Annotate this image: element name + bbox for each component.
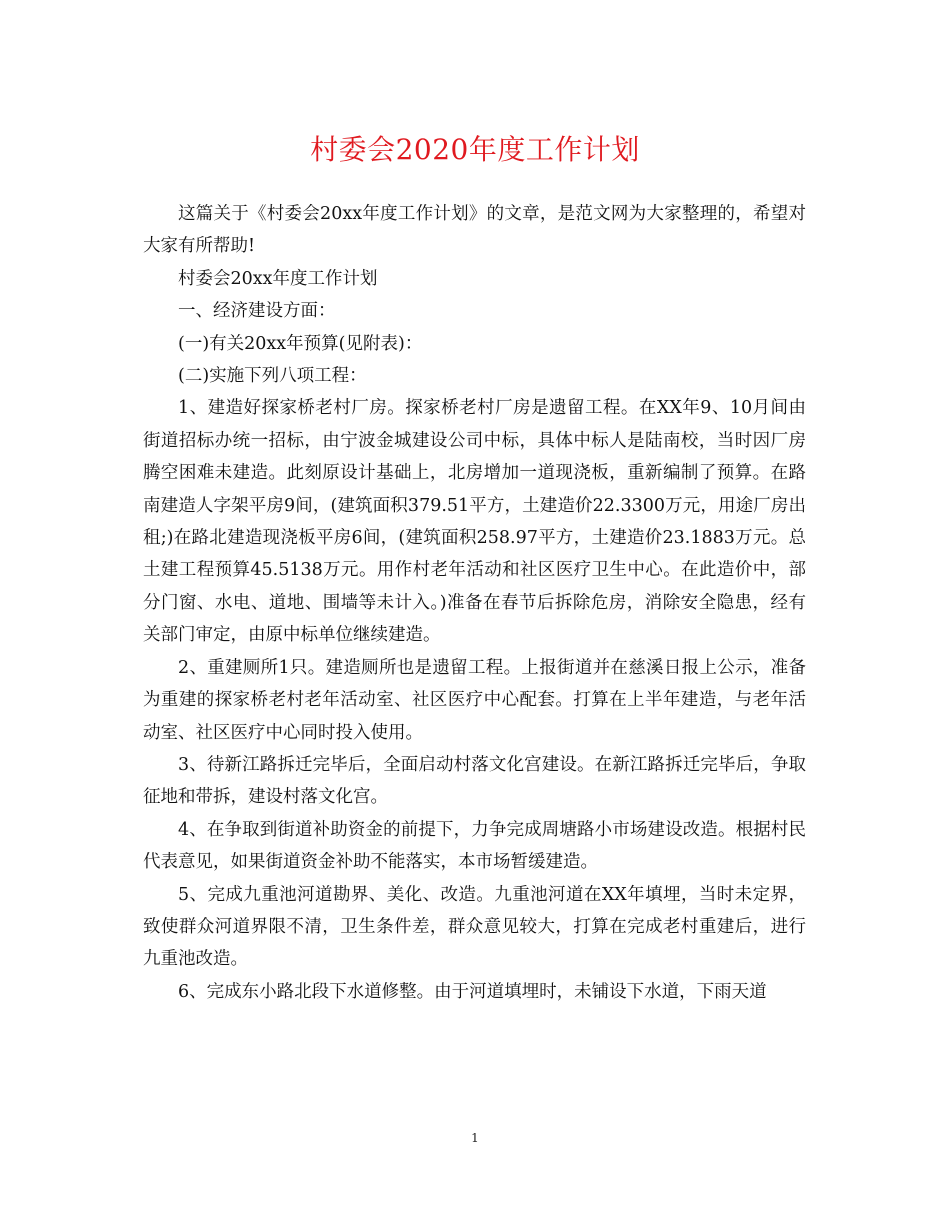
document-title: 村委会2020年度工作计划 <box>310 133 640 166</box>
paragraph-project-2: 2、重建厕所1只。建造厕所也是遗留工程。上报街道并在慈溪日报上公示，准备为重建的探家桥老村老年活动室、社区医疗中心配套。打算在上半年建造，与老年活动室、社区医疗中心同时投入使用。 <box>143 657 806 743</box>
paragraph-project-4: 4、在争取到街道补助资金的前提下，力争完成周塘路小市场建设改造。根据村民代表意见，如果街道资金补助不能落实，本市场暂缓建造。 <box>143 819 806 873</box>
paragraph-project-1: 1、建造好探家桥老村厂房。探家桥老村厂房是遗留工程。在XX年9、10月间由街道招标办统一招标，由宁波金城建设公司中标，具体中标人是陆南校，当时因厂房腾空困难未建造。此刻原设计基础上，北房增加一道现浇板，重新编制了预算。在路南建造人字架平房9间，(建筑面积379.51平方，土建造价22.3300万元，用途厂房出租;)在路北建造现浇板平房6间，(建筑面积258.97平方，土建造价23.1883万元。总土建工程预算45.5138万元。用作村老年活动和社区医疗卫生中心。在此造价中，部分门窗、水电、道地、围墙等未计入。)准备在春节后拆除危房，消除安全隐患，经有关部门审定，由原中标单位继续建造。 <box>143 398 806 646</box>
page-number: 1 <box>471 1131 479 1145</box>
paragraph-item-projects: (二)实施下列八项工程： <box>178 366 367 387</box>
paragraph-section-heading: 一、经济建设方面： <box>178 301 336 322</box>
paragraph-intro: 这篇关于《村委会20xx年度工作计划》的文章，是范文网为大家整理的，希望对大家有所帮助! <box>143 204 806 257</box>
paragraph-subtitle: 村委会20xx年度工作计划 <box>178 268 378 289</box>
document-body <box>143 198 806 1008</box>
paragraph-project-6: 6、完成东小路北段下水道修整。由于河道填埋时，未铺设下水道，下雨天道 <box>178 981 767 1002</box>
paragraph-project-5: 5、完成九重池河道勘界、美化、改造。九重池河道在XX年填埋，当时未定界，致使群众河道界限不清，卫生条件差，群众意见较大，打算在完成老村重建后，进行九重池改造。 <box>143 884 806 970</box>
paragraph-item-budget: (一)有关20xx年预算(见附表)： <box>178 333 423 354</box>
paragraph-project-3: 3、待新江路拆迁完毕后，全面启动村落文化宫建设。在新江路拆迁完毕后，争取征地和带拆，建设村落文化宫。 <box>143 754 806 808</box>
